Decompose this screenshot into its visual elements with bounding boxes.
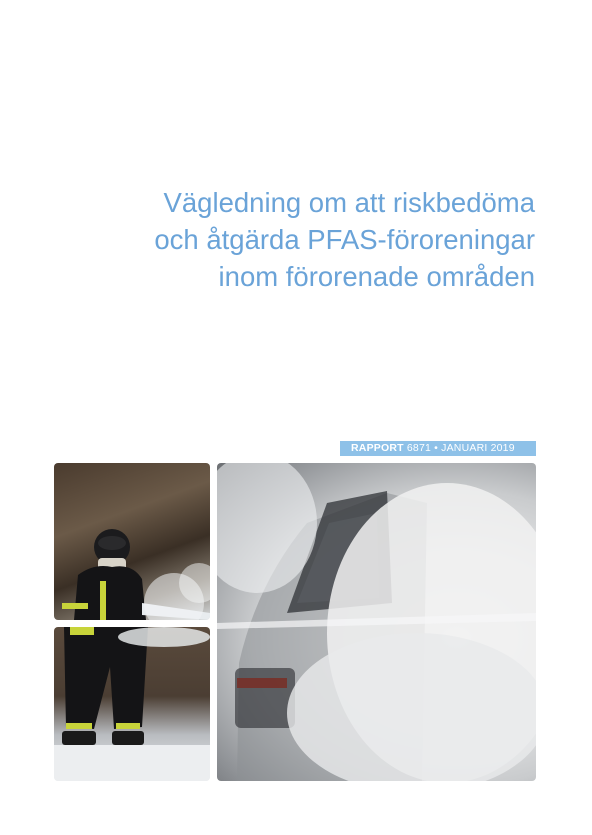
burning-car-foam-photo xyxy=(217,463,536,781)
title-line-2: och åtgärda PFAS-föroreningar xyxy=(154,224,535,255)
firefighter-photo xyxy=(54,463,210,620)
report-label: RAPPORT xyxy=(351,442,404,454)
firefighter-legs-photo xyxy=(54,627,210,781)
report-number-date: 6871 • JANUARI 2019 xyxy=(406,442,515,454)
report-title xyxy=(75,184,535,295)
title-line-3: inom förorenade områden xyxy=(218,261,535,292)
report-number-bar xyxy=(340,441,536,456)
title-line-1: Vägledning om att riskbedöma xyxy=(163,187,535,218)
